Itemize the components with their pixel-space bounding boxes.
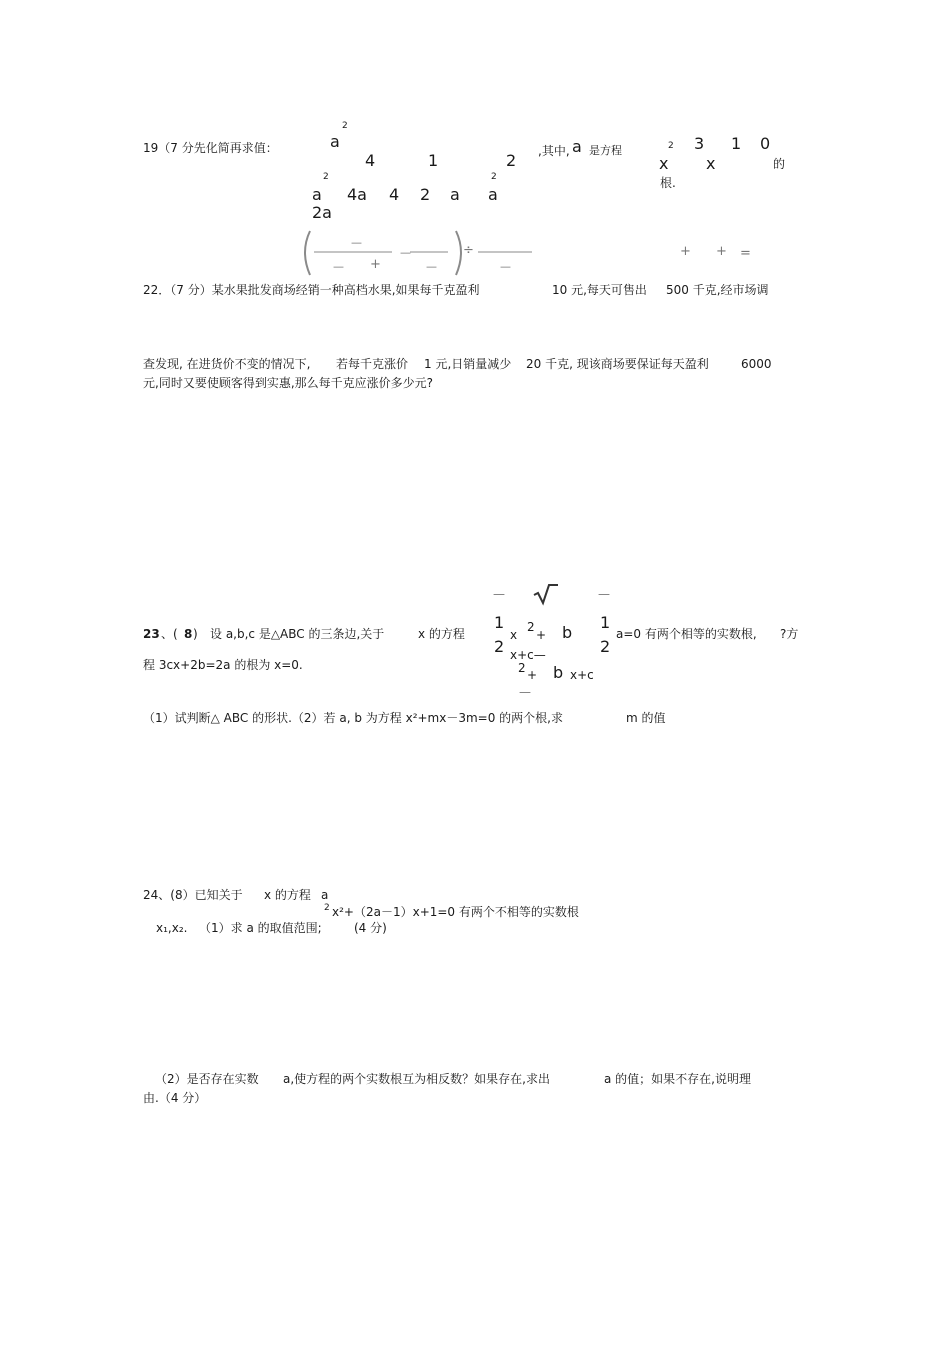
q23-number: 23 — [143, 627, 160, 641]
q23-subquestions: （1）试判断△ ABC 的形状.（2）若 a, b 为方程 x²+mx－3m=0 的两个根,求 — [143, 711, 563, 725]
q19-eq-1: 1 — [731, 134, 742, 153]
q22-line1-a: 22．（7 分）某水果批发商场经销一种高档水果,如果每千克盈利 — [143, 283, 480, 297]
q24-part1: （1）求 a 的取值范围; — [199, 921, 322, 935]
q19-op-plus-r2: + — [716, 244, 727, 259]
q19-eq-0: 0 — [760, 134, 771, 153]
q22-line2-a: 查发现, 在进货价不变的情况下, — [143, 357, 311, 371]
q24-part1-points: (4 分) — [354, 921, 387, 935]
q23-text1: 设 a,b,c 是△ABC 的三条边,关于 — [210, 627, 385, 641]
sqrt-icon — [533, 583, 559, 605]
q19-op-minus1: — — [351, 236, 362, 249]
q23-dash1: — — [493, 587, 505, 601]
q23-one-1: 1 — [494, 613, 505, 632]
q23-rparen: ) — [193, 627, 198, 641]
q19-op-plus1: + — [370, 257, 381, 272]
q23-dash2: — — [598, 587, 610, 601]
q24-line1-a: a — [321, 888, 329, 902]
q23-dash3: — — [519, 685, 531, 699]
q19-num-4: 4 — [365, 151, 376, 170]
q19-den-a3: a — [488, 185, 498, 204]
q22-line1-c: 500 千克,经市场调 — [666, 283, 769, 297]
q19-eq-x1: x — [659, 154, 669, 173]
q23-text3: ?方 — [780, 627, 799, 641]
q19-op-minus4: — — [426, 260, 437, 273]
q19-op-plus-r1: + — [680, 244, 691, 259]
q24-line1: 24、(8）已知关于 — [143, 888, 243, 902]
q23-text-x: x 的方程 — [418, 627, 465, 641]
q23-line2: 程 3cx+2b=2a 的根为 x=0. — [143, 658, 303, 672]
q19-is-root: 是方程 — [589, 144, 622, 157]
q19-num-2: 2 — [506, 151, 517, 170]
q19-lead: 19（7 分先化简再求值： — [143, 141, 278, 155]
q22-line2-e: 6000 — [741, 357, 772, 371]
q23-exp2: 2 — [527, 620, 535, 634]
q22-line2-d: 20 千克, 现该商场要保证每天盈利 — [526, 357, 709, 371]
q19-var-a: a — [572, 137, 582, 156]
q19-mid: ,其中, — [538, 144, 570, 158]
q19-den-4: 4 — [389, 185, 400, 204]
q19-gen: 根. — [660, 176, 676, 190]
q19-eq-3: 3 — [694, 134, 705, 153]
q19-den-a2: a — [450, 185, 460, 204]
q19-num-1: 1 — [428, 151, 439, 170]
q23-two-2: 2 — [600, 637, 611, 656]
q24-part2-c: a 的值；如果不存在,说明理 — [604, 1072, 751, 1086]
q22-line2-b: 若每千克涨价 — [336, 357, 409, 371]
q19-op-minus3: — — [400, 246, 411, 259]
q23-sub-m: m 的值 — [626, 711, 666, 725]
right-paren — [456, 231, 461, 275]
q23-b2: b — [553, 663, 564, 682]
q23-plus2: + — [527, 668, 538, 682]
q24-equation: x²+（2a－1）x+1=0 有两个不相等的实数根 — [332, 905, 579, 919]
q22-line2-c: 1 元,日销量减少 — [424, 357, 512, 371]
q19-op-div: ÷ — [463, 243, 474, 258]
left-paren — [305, 231, 310, 275]
q24-line1-x: x 的方程 — [264, 888, 311, 902]
q19-eq-x2: x — [706, 154, 716, 173]
q22-line1-b: 10 元,每天可售出 — [552, 283, 647, 297]
q23-one-2: 1 — [600, 613, 611, 632]
q23-x: x — [510, 628, 518, 642]
q19-op-eq: = — [740, 246, 751, 261]
q23-xpc1: x+c— — [510, 648, 546, 662]
q23-xpc2: x+c — [570, 668, 594, 682]
q19-den-4a: 4a — [347, 185, 367, 204]
q23-exp2b: 2 — [518, 661, 526, 675]
q19-num-a-exp: 2 — [342, 121, 348, 131]
q22-line3: 元,同时又要使顾客得到实惠,那么每千克应涨价多少元? — [143, 376, 434, 390]
q19-den-2a: 2a — [312, 203, 332, 222]
q24-part2-b: a,使方程的两个实数根互为相反数？如果存在,求出 — [283, 1072, 550, 1086]
q19-den-2: 2 — [420, 185, 431, 204]
q23-plus: + — [536, 628, 547, 642]
q19-eq-x-exp: 2 — [668, 141, 674, 151]
q24-roots: x₁,x₂. — [156, 921, 188, 935]
q24-part2-a: （2）是否存在实数 — [155, 1072, 259, 1086]
q19-op-minus5: — — [500, 260, 511, 273]
q23-b: b — [562, 623, 573, 642]
q23-two-1: 2 — [494, 637, 505, 656]
q24-part2-d: 由.（4 分） — [143, 1091, 207, 1105]
q19-op-minus2: — — [333, 260, 344, 273]
q19-den-a: a — [312, 185, 322, 204]
q19-de: 的 — [773, 157, 786, 171]
q24-exp: 2 — [324, 903, 330, 913]
q19-den-a3-exp: 2 — [491, 172, 497, 182]
q19-den-a-exp: 2 — [323, 172, 329, 182]
q19-num-a: a — [330, 132, 340, 151]
q23-text2: a=0 有两个相等的实数根, — [616, 627, 757, 641]
q23-lparen: 、( — [161, 627, 178, 641]
q23-points: 8 — [184, 627, 193, 641]
